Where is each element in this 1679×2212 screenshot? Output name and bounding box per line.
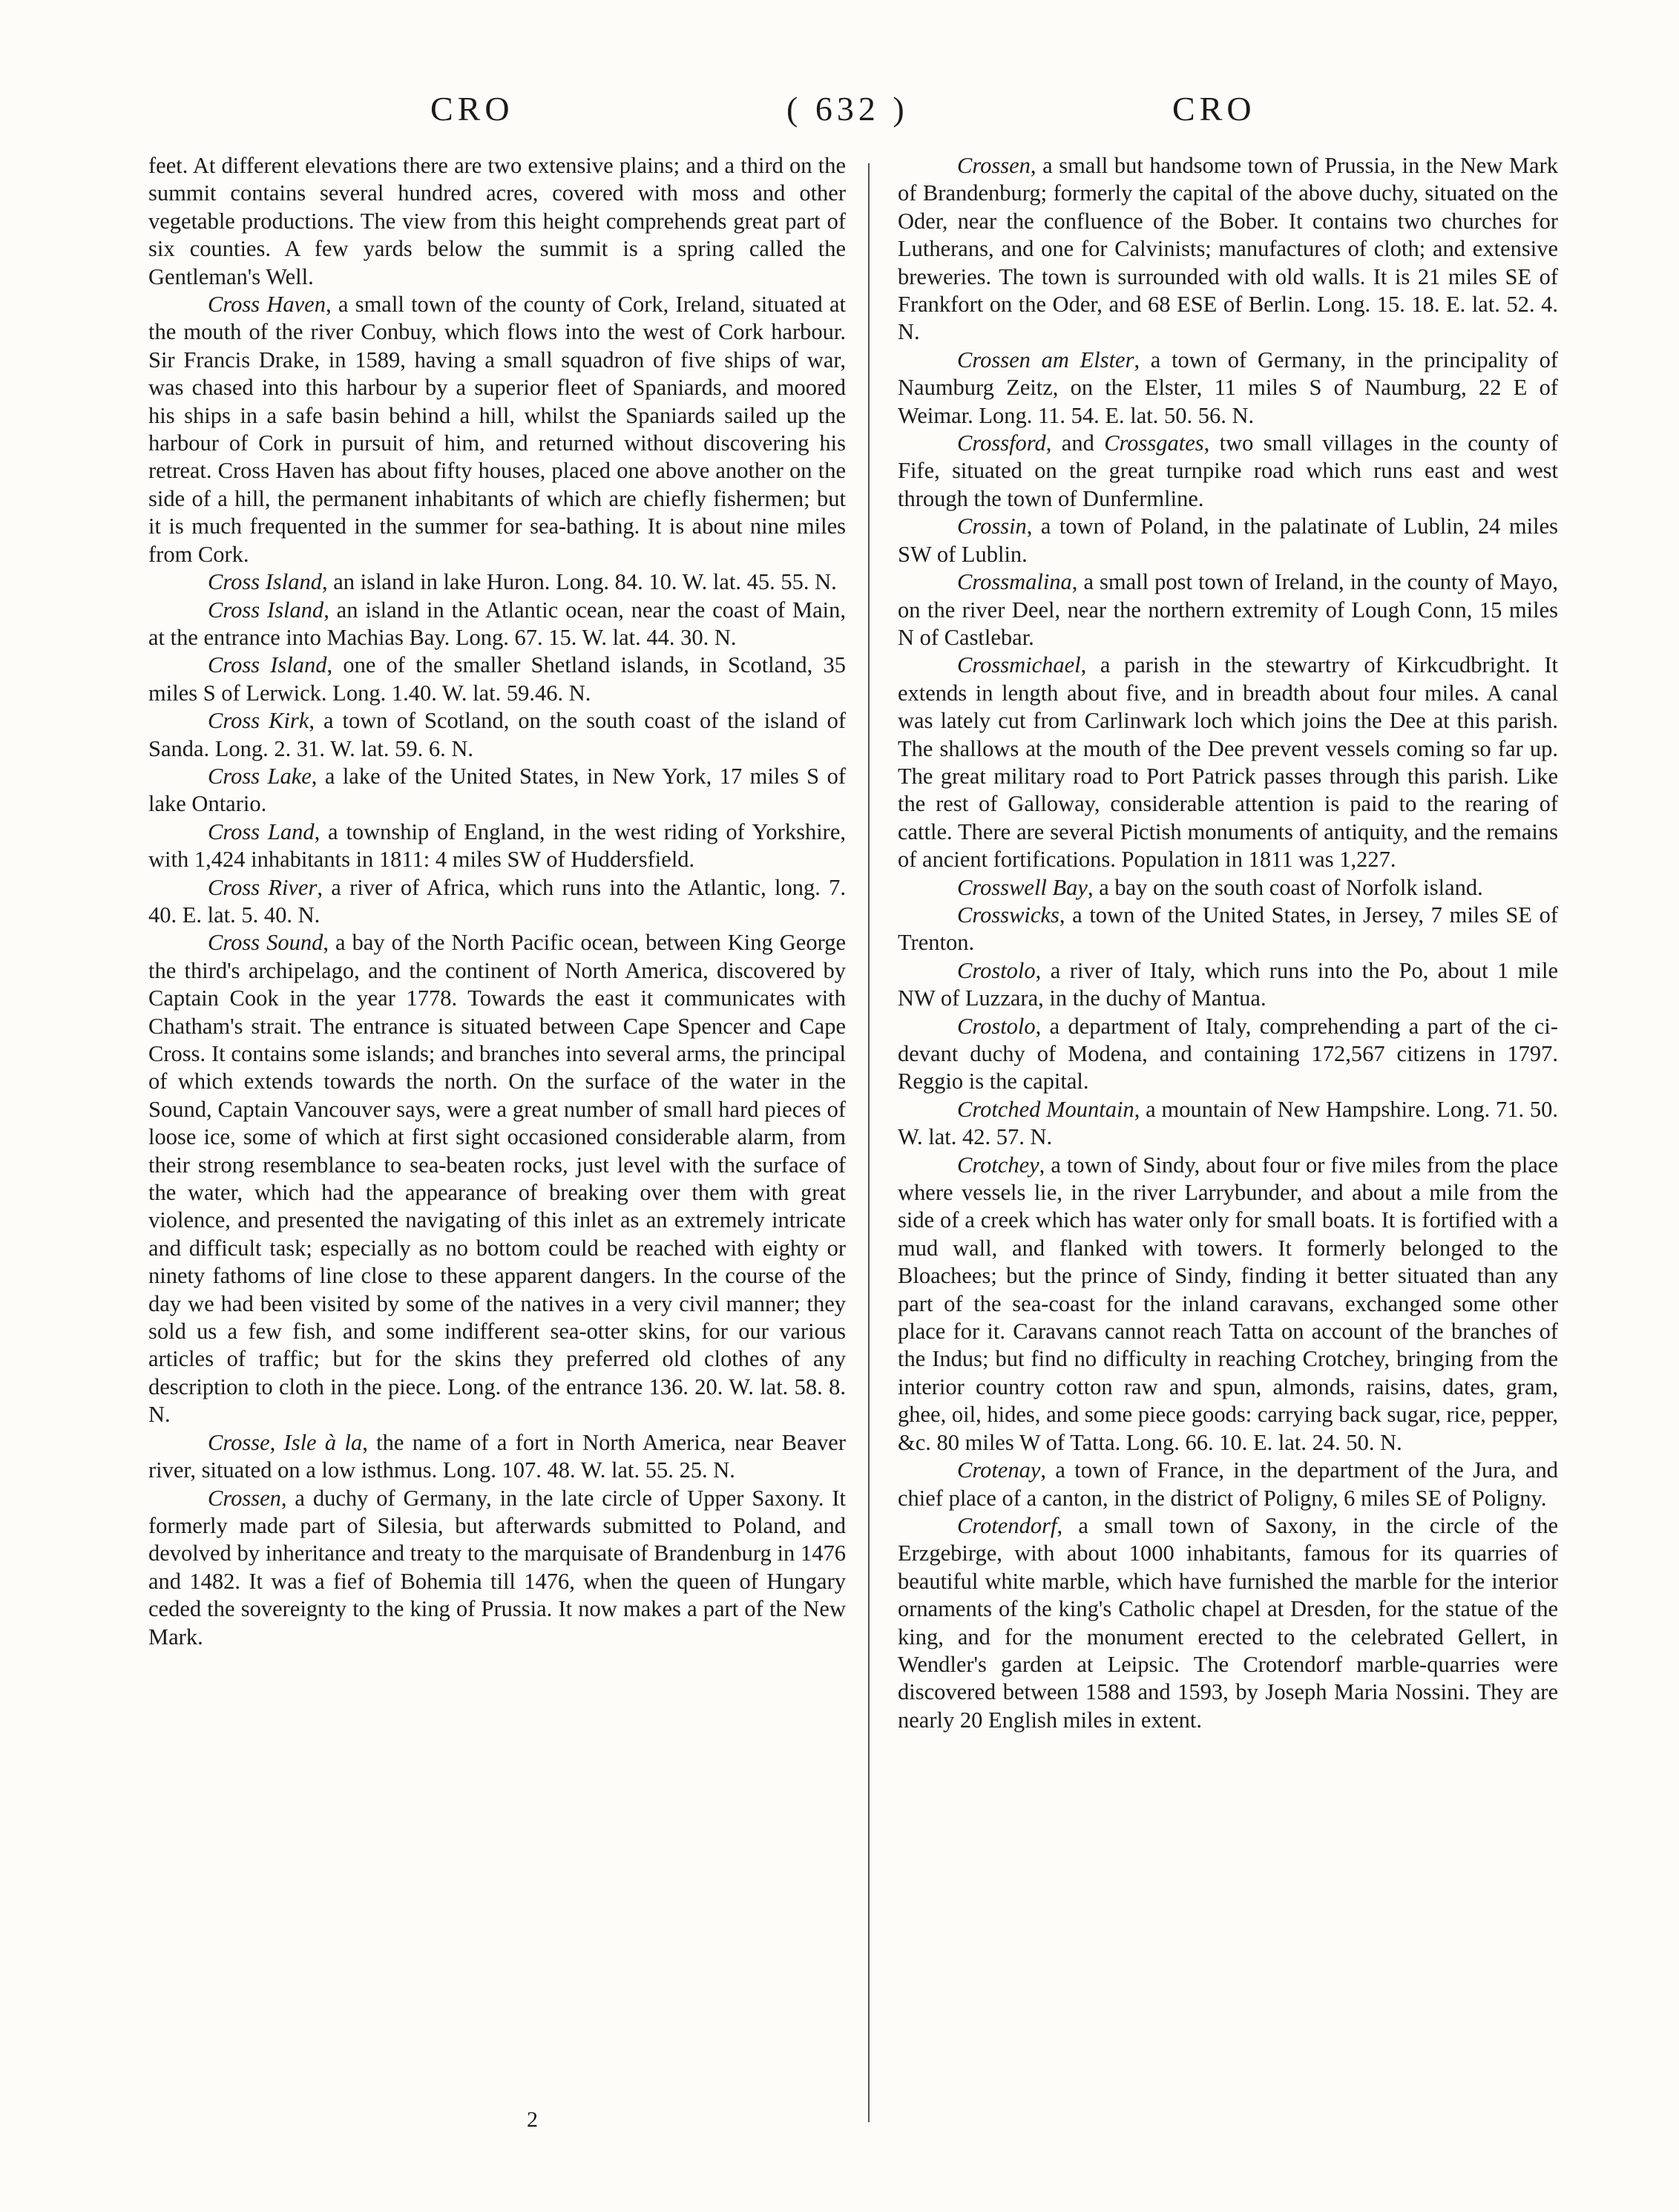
entry: Crotched Mountain, a mountain of New Hampshire. Long. 71. 50. W. lat. 42. 57. N. (898, 1096, 1559, 1150)
entry: Cross Island, an island in the Atlantic ocean, near the coast of Main, at the entrance into Machias Bay. Long. 67. 15. W. lat. 44. 30. N. (148, 597, 846, 650)
running-header (148, 89, 1531, 141)
entry: Crotendorf, a small town of Saxony, in the circle of the Erzgebirge, with about 1000 inhabitants, famous for its quarries of beautiful white marble, which have furnished the marble for the interior ornaments of the king's Catholic chapel at Dresden, for the statue of the king, and for the monument erected to the celebrated Gellert, in Wendler's garden at Leipsic. The Crotendorf marble-quarries were discovered between 1588 and 1593, by Joseph Maria Nossini. They are nearly 20 English miles in extent. (898, 1512, 1558, 1733)
column-divider (868, 163, 870, 2122)
entry: Cross River, a river of Africa, which runs into the Atlantic, long. 7. 40. E. lat. 5. 40. N. (148, 874, 846, 928)
entry: Cross Island, one of the smaller Shetland islands, in Scotland, 35 miles S of Lerwick. Long. 1.40. W. lat. 59.46. N. (148, 652, 846, 706)
page-number: ( 632 ) (786, 90, 909, 128)
entry: Crossen, a small but handsome town of Prussia, in the New Mark of Brandenburg; formerly the capital of the above duchy, situated on the Oder, near the confluence of the Bober. It contains two churches for Lutherans, and one for Calvinists; manufactures of cloth; and extensive breweries. The town is surrounded with old walls. It is 21 miles SE of Frankfort on the Oder, and 68 ESE of Berlin. Long. 15. 18. E. lat. 52. 4. N. (898, 153, 1558, 345)
entry: Crossin, a town of Poland, in the palatinate of Lublin, 24 miles SW of Lublin. (898, 513, 1558, 567)
left-column (148, 152, 846, 1651)
entry: Cross Haven, a small town of the county of Cork, Ireland, situated at the mouth of the river Conbuy, which flows into the west of Cork harbour. Sir Francis Drake, in 1589, having a small squadron of five ships of war, was chased into this harbour by a superior fleet of Spaniards, and moored his ships in a safe basin behind a hill, whilst the Spaniards sailed up the harbour of Cork in pursuit of him, and returned without discovering his retreat. Cross Haven has about fifty houses, placed one above another on the side of a hill, the permanent inhabitants of which are chiefly fishermen; but it is much frequented in the summer for sea-bathing. It is about nine miles from Cork. (148, 292, 846, 567)
entry: feet. At different elevations there are two extensive plains; and a third on the summit contains several hundred acres, covered with moss and other vegetable productions. The view from this height comprehends great part of six counties. A few yards below the summit is a spring called the Gentleman's Well. (148, 153, 846, 289)
entry: Crossmichael, a parish in the stewartry of Kirkcudbright. It extends in length about five, and in breadth about four miles. A canal was lately cut from Carlinwark loch which joins the Dee at this parish. The shallows at the mouth of the Dee prevent vessels coming so far up. The great military road to Port Patrick passes through this parish. Like the rest of Galloway, considerable attention is paid to the rearing of cattle. There are several Pictish monuments of antiquity, and the remains of ancient fortifications. Population in 1811 was 1,227. (898, 652, 1558, 873)
entry: Crostolo, a river of Italy, which runs into the Po, about 1 mile NW of Luzzara, in the duchy of Mantua. (898, 957, 1558, 1011)
entry: Cross Land, a township of England, in the west riding of Yorkshire, with 1,424 inhabitants in 1811: 4 miles SW of Huddersfield. (148, 818, 846, 873)
header-right: CRO (1172, 90, 1256, 128)
entry: Crossmalina, a small post town of Ireland, in the county of Mayo, on the river Deel, near the northern extremity of Lough Conn, 15 miles N of Castlebar. (898, 569, 1558, 650)
entry: Cross Lake, a lake of the United States, in New York, 17 miles S of lake Ontario. (148, 763, 846, 817)
entry: Crossford, and Crossgates, two small villages in the county of Fife, situated on the great turnpike road which runs east and west through the town of Dunfermline. (898, 430, 1558, 511)
entry: Crossen, a duchy of Germany, in the late circle of Upper Saxony. It formerly made part of Silesia, but afterwards submitted to Poland, and devolved by inheritance and treaty to the marquisate of Brandenburg in 1476 and 1482. It was a fief of Bohemia till 1476, when the queen of Hungary ceded the sovereignty to the king of Prussia. It now makes a part of the New Mark. (148, 1485, 846, 1650)
entry: Crosswicks, a town of the United States, in Jersey, 7 miles SE of Trenton. (898, 902, 1558, 956)
header-left: CRO (430, 90, 514, 128)
entry: Cross Sound, a bay of the North Pacific ocean, between King George the third's archipelago, and the continent of North America, discovered by Captain Cook in the year 1778. Towards the east it communicates with Chatham's strait. The entrance is situated between Cape Spencer and Cape Cross. It contains some islands; and branches into several arms, the principal of which extends towards the north. On the surface of the water in the Sound, Captain Vancouver says, were a great number of small hard pieces of loose ice, some of which at first sight occasioned considerable alarm, from their strong resemblance to sea-beaten rocks, just level with the surface of the water, which had the appearance of breaking over them with great violence, and presented the navigating of this inlet as an extremely intricate and difficult task; especially as no bottom could be reached with eighty or ninety fathoms of line close to these apparent dangers. In the course of the day we had been visited by some of the natives in a very civil manner; they sold us a few fish, and some indifferent sea-otter skins, for our various articles of traffic; but for the skins they preferred old clothes of any description to cloth in the piece. Long. of the entrance 136. 20. W. lat. 58. 8. N. (148, 930, 846, 1428)
entry: Crossen am Elster, a town of Germany, in the principality of Naumburg Zeitz, on the Elster, 11 miles S of Naumburg, 22 E of Weimar. Long. 11. 54. E. lat. 50. 56. N. (898, 347, 1558, 428)
entry: Cross Kirk, a town of Scotland, on the south coast of the island of Sanda. Long. 2. 31. W. lat. 59. 6. N. (148, 708, 846, 761)
entry: Crotenay, a town of France, in the department of the Jura, and chief place of a canton, in the district of Poligny, 6 miles SE of Poligny. (898, 1457, 1558, 1511)
entry: Crotchey, a town of Sindy, about four or five miles from the place where vessels lie, in the river Larrybunder, and about a mile from the side of a creek which has water only for small boats. It is fortified with a mud wall, and flanked with towers. It formerly belonged to the Bloachees; but the prince of Sindy, finding it better situated than any part of the sea-coast for the inland caravans, exchanged some other place for it. Caravans cannot reach Tatta on account of the branches of the Indus; but find no difficulty in reaching Crotchey, bringing from the interior country cotton raw and spun, almonds, raisins, dates, gram, ghee, oil, hides, and some piece goods: carrying back sugar, rice, pepper, &c. 80 miles W of Tatta. Long. 66. 10. E. lat. 24. 50. N. (898, 1152, 1558, 1455)
entry: Crosswell Bay, a bay on the south coast of Norfolk island. (957, 874, 1483, 900)
entry: Crostolo, a department of Italy, comprehending a part of the ci-devant duchy of Modena, and containing 172,567 citizens in 1797. Reggio is the capital. (898, 1013, 1558, 1094)
signature-mark: 2 (527, 2107, 538, 2132)
entry: Crosse, Isle à la, the name of a fort in North America, near Beaver river, situated on a low isthmus. Long. 107. 48. W. lat. 55. 25. N. (148, 1429, 847, 1483)
entry: Cross Island, an island in lake Huron. Long. 84. 10. W. lat. 45. 55. N. (208, 569, 837, 595)
right-column (898, 152, 1558, 1734)
